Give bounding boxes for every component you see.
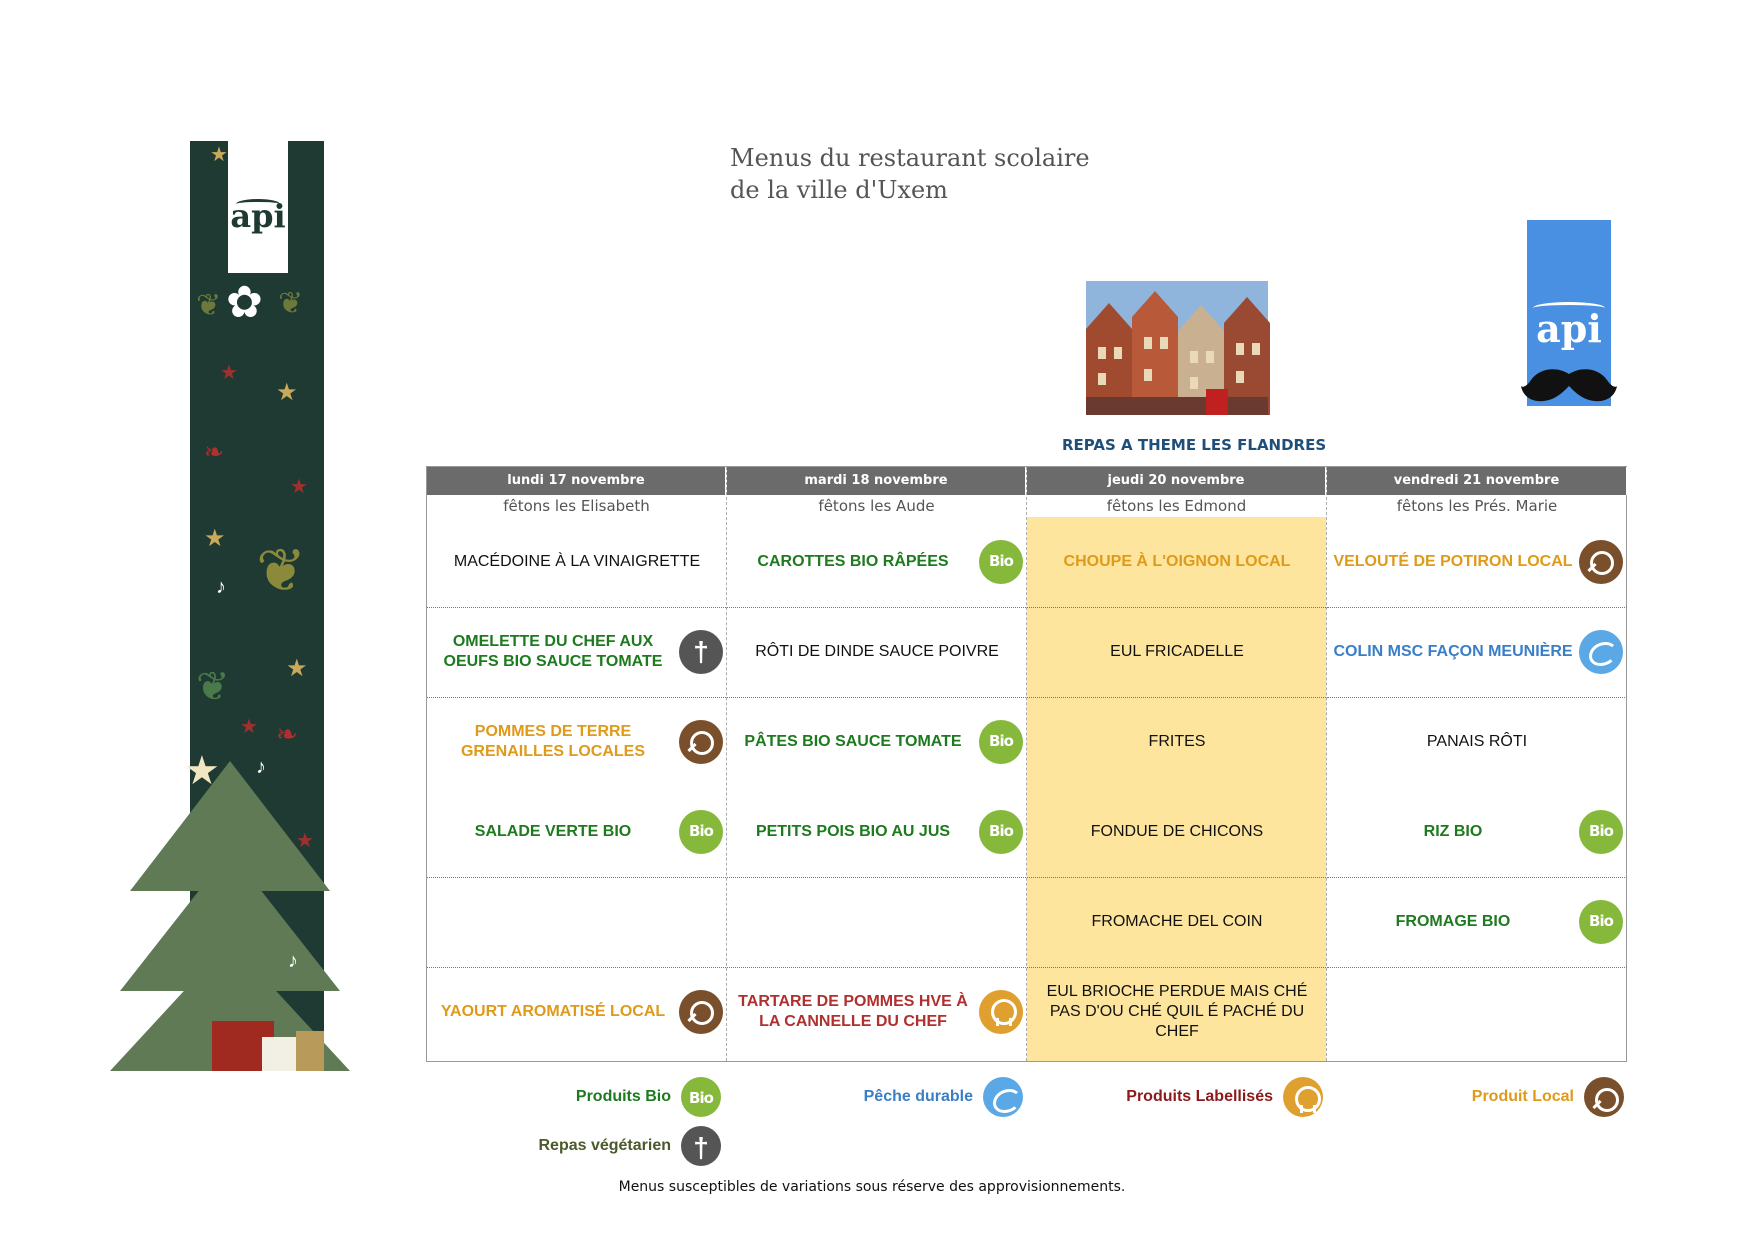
dish-cell	[1027, 607, 1327, 697]
local-icon	[679, 720, 723, 764]
dish-cell	[1027, 877, 1327, 967]
label-icon	[979, 990, 1023, 1034]
flanders-photo	[1086, 281, 1268, 415]
legend-local	[1472, 1077, 1624, 1117]
title-line-1: Menus du restaurant scolaire	[730, 144, 1090, 172]
bio-icon	[979, 720, 1023, 764]
dish-name: SALADE VERTE BIO	[474, 823, 632, 840]
star-icon: ★	[210, 144, 228, 166]
gift-icon	[296, 1031, 324, 1071]
dish-name: CHOUPE À L'OIGNON LOCAL	[1063, 553, 1291, 570]
dish-name: COLIN MSC FAÇON MEUNIÈRE	[1333, 643, 1573, 660]
bio-icon	[679, 810, 723, 854]
dish-cell	[427, 697, 727, 787]
dish-name: TARTARE DE POMMES HVE À LA CANNELLE DU CHEF	[738, 993, 968, 1030]
mustache-icon	[1521, 366, 1617, 406]
peche-icon	[1579, 630, 1623, 674]
dish-cell	[427, 877, 727, 967]
dish-name: CAROTTES BIO RÂPÉES	[757, 553, 949, 570]
dish-cell	[727, 607, 1027, 697]
dish-cell	[727, 517, 1027, 607]
dish-cell	[1327, 697, 1627, 787]
legend-label-label: Produits Labellisés	[1126, 1088, 1273, 1105]
day-column	[1327, 467, 1627, 1061]
star-icon: ★	[286, 655, 308, 682]
dish-cell	[1327, 967, 1627, 1057]
star-icon: ★	[240, 716, 258, 738]
berry-icon: ❧	[276, 719, 298, 749]
bio-icon	[979, 810, 1023, 854]
day-header: lundi 17 novembre	[427, 467, 726, 495]
dishes-area	[1327, 517, 1627, 1061]
candy-cane-icon: ♪	[216, 576, 226, 598]
bio-icon	[1579, 900, 1623, 944]
flower-icon: ✿	[226, 278, 263, 327]
legend-peche-label: Pêche durable	[863, 1088, 973, 1105]
saint-of-day: fêtons les Prés. Marie	[1396, 497, 1558, 515]
dish-cell	[427, 607, 727, 697]
menu-table	[426, 466, 1627, 1062]
dish-cell	[727, 967, 1027, 1057]
veg-icon	[679, 630, 723, 674]
dishes-area	[727, 517, 1026, 1061]
legend-peche	[864, 1077, 1023, 1117]
holly-icon: ❦	[196, 289, 222, 322]
dishes-area	[427, 517, 726, 1061]
day-header: vendredi 21 novembre	[1327, 467, 1627, 495]
star-icon: ★	[296, 830, 314, 852]
legend-veg-label: Repas végétarien	[538, 1137, 671, 1154]
dish-name: FROMAGE BIO	[1395, 913, 1511, 930]
dish-name: VELOUTÉ DE POTIRON LOCAL	[1333, 553, 1573, 570]
dish-name: OMELETTE DU CHEF AUX OEUFS BIO SAUCE TOMATE	[443, 633, 663, 670]
dish-name: PANAIS RÔTI	[1426, 733, 1528, 750]
dish-name: FROMACHE DEL COIN	[1091, 913, 1263, 930]
star-icon: ★	[276, 379, 298, 406]
veg-icon	[681, 1126, 721, 1166]
dish-name: EUL FRICADELLE	[1110, 643, 1244, 660]
dish-cell	[1327, 607, 1627, 697]
dish-name: YAOURT AROMATISÉ LOCAL	[440, 1003, 666, 1020]
saint-of-day: fêtons les Elisabeth	[503, 497, 650, 515]
dish-name: EUL BRIOCHE PERDUE MAIS CHÉ PAS D'OU CHÉ QUIL É PACHÉ DU CHEF	[1046, 983, 1308, 1040]
dish-cell	[727, 787, 1027, 877]
dish-name: RÔTI DE DINDE SAUCE POIVRE	[755, 643, 999, 660]
dish-cell	[727, 877, 1027, 967]
christmas-banner	[184, 141, 324, 1071]
bio-icon	[1579, 810, 1623, 854]
legend-veg	[538, 1126, 721, 1166]
api-logo: api	[228, 141, 288, 273]
holly-icon: ❦	[278, 287, 304, 320]
local-icon	[679, 990, 723, 1034]
api-logo-right: api	[1527, 220, 1611, 406]
label-icon	[1283, 1077, 1323, 1117]
day-column	[1027, 467, 1327, 1061]
saint-of-day: fêtons les Edmond	[1106, 497, 1247, 515]
legend-bio	[576, 1077, 721, 1117]
dish-name: PETITS POIS BIO AU JUS	[755, 823, 951, 840]
peche-icon	[983, 1077, 1023, 1117]
star-icon: ★	[226, 785, 248, 812]
day-header: jeudi 20 novembre	[1027, 467, 1326, 495]
page-title	[730, 142, 1090, 206]
dish-name: FONDUE DE CHICONS	[1090, 823, 1264, 840]
day-header: mardi 18 novembre	[727, 467, 1026, 495]
footer-note: Menus susceptibles de variations sous réserve des approvisionnements.	[618, 1179, 1126, 1195]
dish-cell	[1027, 967, 1327, 1057]
candy-cane-icon: ♪	[288, 950, 298, 972]
dish-cell	[1327, 787, 1627, 877]
dish-cell	[427, 517, 727, 607]
dish-name: FRITES	[1148, 733, 1206, 750]
dish-cell	[1027, 787, 1327, 877]
dish-cell	[1027, 517, 1327, 607]
dish-cell	[1327, 877, 1627, 967]
dish-name: MACÉDOINE À LA VINAIGRETTE	[453, 553, 701, 570]
dishes-area	[1027, 517, 1326, 1061]
berry-icon: ❧	[204, 439, 225, 466]
legend-label	[1126, 1077, 1323, 1117]
legend-bio-label: Produits Bio	[575, 1088, 671, 1105]
bio-icon	[979, 540, 1023, 584]
dish-cell	[1027, 697, 1327, 787]
star-icon: ★	[184, 749, 220, 793]
dish-name: RIZ BIO	[1423, 823, 1483, 840]
branch-icon: ❦	[256, 537, 307, 604]
dish-cell	[427, 787, 727, 877]
saint-of-day: fêtons les Aude	[818, 497, 935, 515]
day-column	[727, 467, 1027, 1061]
holly-icon: ❦	[196, 665, 230, 709]
star-icon: ★	[220, 362, 238, 384]
dish-cell	[727, 697, 1027, 787]
local-icon	[1584, 1077, 1624, 1117]
bio-icon	[681, 1077, 721, 1117]
dish-name: PÂTES BIO SAUCE TOMATE	[744, 733, 962, 750]
dish-name: POMMES DE TERRE GRENAILLES LOCALES	[460, 723, 645, 760]
candy-cane-icon: ♪	[256, 756, 266, 778]
star-icon: ★	[290, 476, 308, 498]
title-line-2: de la ville d'Uxem	[730, 176, 948, 204]
local-icon	[1579, 540, 1623, 584]
theme-caption: REPAS A THEME LES FLANDRES	[1062, 436, 1327, 454]
dish-cell	[1327, 517, 1627, 607]
star-icon: ★	[204, 525, 226, 552]
legend-local-label: Produit Local	[1471, 1088, 1574, 1105]
dish-cell	[427, 967, 727, 1057]
day-column	[427, 467, 727, 1061]
